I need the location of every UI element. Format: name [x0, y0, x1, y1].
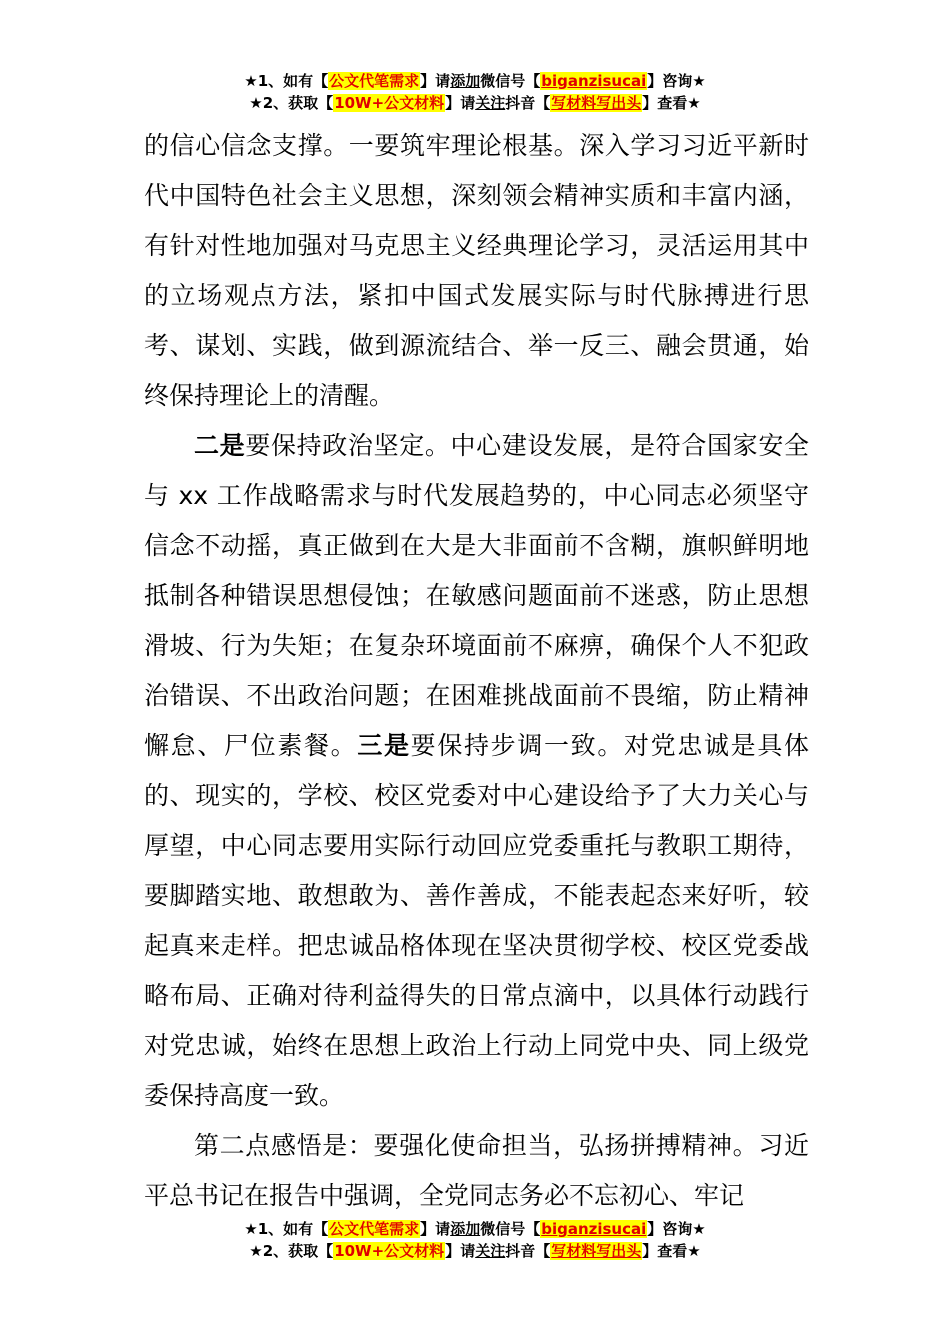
promo-text: ★2、获取【: [249, 1242, 334, 1260]
promo-wechat-id: biganzisucai: [541, 1220, 647, 1238]
promo-text: 】查看★: [642, 1242, 701, 1260]
promo-underlined-text: 关注: [475, 94, 506, 112]
promo-banner-bottom: [0, 1218, 950, 1262]
promo-text: 抖音【: [505, 94, 551, 112]
promo-highlight: 公文代笔需求: [329, 72, 420, 90]
promo-line-1: [0, 70, 950, 92]
promo-douyin-id: 写材料写出头: [551, 1242, 642, 1260]
promo-highlight: 公文代笔需求: [329, 1220, 420, 1238]
promo-douyin-id: 写材料写出头: [551, 94, 642, 112]
promo-highlight: 10W+公文材料: [334, 94, 445, 112]
bold-lead-2: 二是: [194, 431, 246, 460]
promo-text: 微信号【: [480, 72, 541, 90]
promo-wechat-id: biganzisucai: [541, 72, 647, 90]
promo-underlined-text: 添加: [450, 1220, 481, 1238]
promo-text: 】请: [445, 1242, 476, 1260]
promo-text: ★1、如有【: [244, 72, 329, 90]
promo-line-2: [0, 1240, 950, 1262]
promo-text: 】请: [445, 94, 476, 112]
bold-lead-3: 三是: [357, 731, 411, 760]
paragraph-1: 的信心信念支撑。一要筑牢理论根基。深入学习习近平新时代中国特色社会主义思想，深刻领会精神实质和丰富内涵，有针对性地加强对马克思主义经典理论学习，灵活运用其中的立场观点方法，紧扣中国式发展实际与时代脉搏进行思考、谋划、实践，做到源流结合、举一反三、融会贯通，始终保持理论上的清醒。: [144, 131, 809, 410]
promo-text: 】咨询★: [647, 1220, 706, 1238]
paragraph-3: 第二点感悟是：要强化使命担当，弘扬拼搏精神。习近平总书记在报告中强调，全党同志务必不忘初心、牢记: [144, 1131, 809, 1210]
document-body: [144, 121, 809, 1221]
promo-line-2: [0, 92, 950, 114]
promo-text: 】请: [420, 72, 451, 90]
promo-text: ★1、如有【: [244, 1220, 329, 1238]
paragraph-2-text-b: 要保持步调一致。对党忠诚是具体的、现实的，学校、校区党委对中心建设给予了大力关心与厚望，中心同志要用实际行动回应党委重托与教职工期待，要脚踏实地、敢想敢为、善作善成，不能表起态来好听，较起真来走样。把忠诚品格体现在坚决贯彻学校、校区党委战略布局、正确对待利益得失的日常点滴中，以具体行动践行对党忠诚，始终在思想上政治上行动上同党中央、同上级党委保持高度一致。: [144, 731, 809, 1110]
promo-text: 抖音【: [505, 1242, 551, 1260]
paragraph-2-text: 要保持政治坚定。中心建设发展，是符合国家安全与 xx 工作战略需求与时代发展趋势的，中心同志必须坚守信念不动摇，真正做到在大是大非面前不含糊，旗帜鲜明地抵制各种错误思想侵蚀；在敏感问题面前不迷惑，防止思想滑坡、行为失矩；在复杂环境面前不麻痹，确保个人不犯政治错误、不出政治问题；在困难挑战面前不畏缩，防止精神懈怠、尸位素餐。: [144, 431, 809, 760]
promo-line-1: [0, 1218, 950, 1240]
promo-text: 】查看★: [642, 94, 701, 112]
promo-banner-top: [0, 70, 950, 114]
promo-text: 】请: [420, 1220, 451, 1238]
promo-underlined-text: 关注: [475, 1242, 506, 1260]
promo-highlight: 10W+公文材料: [334, 1242, 445, 1260]
promo-text: 】咨询★: [647, 72, 706, 90]
paragraph-2: [144, 421, 809, 1121]
promo-underlined-text: 添加: [450, 72, 481, 90]
promo-text: ★2、获取【: [249, 94, 334, 112]
promo-text: 微信号【: [480, 1220, 541, 1238]
